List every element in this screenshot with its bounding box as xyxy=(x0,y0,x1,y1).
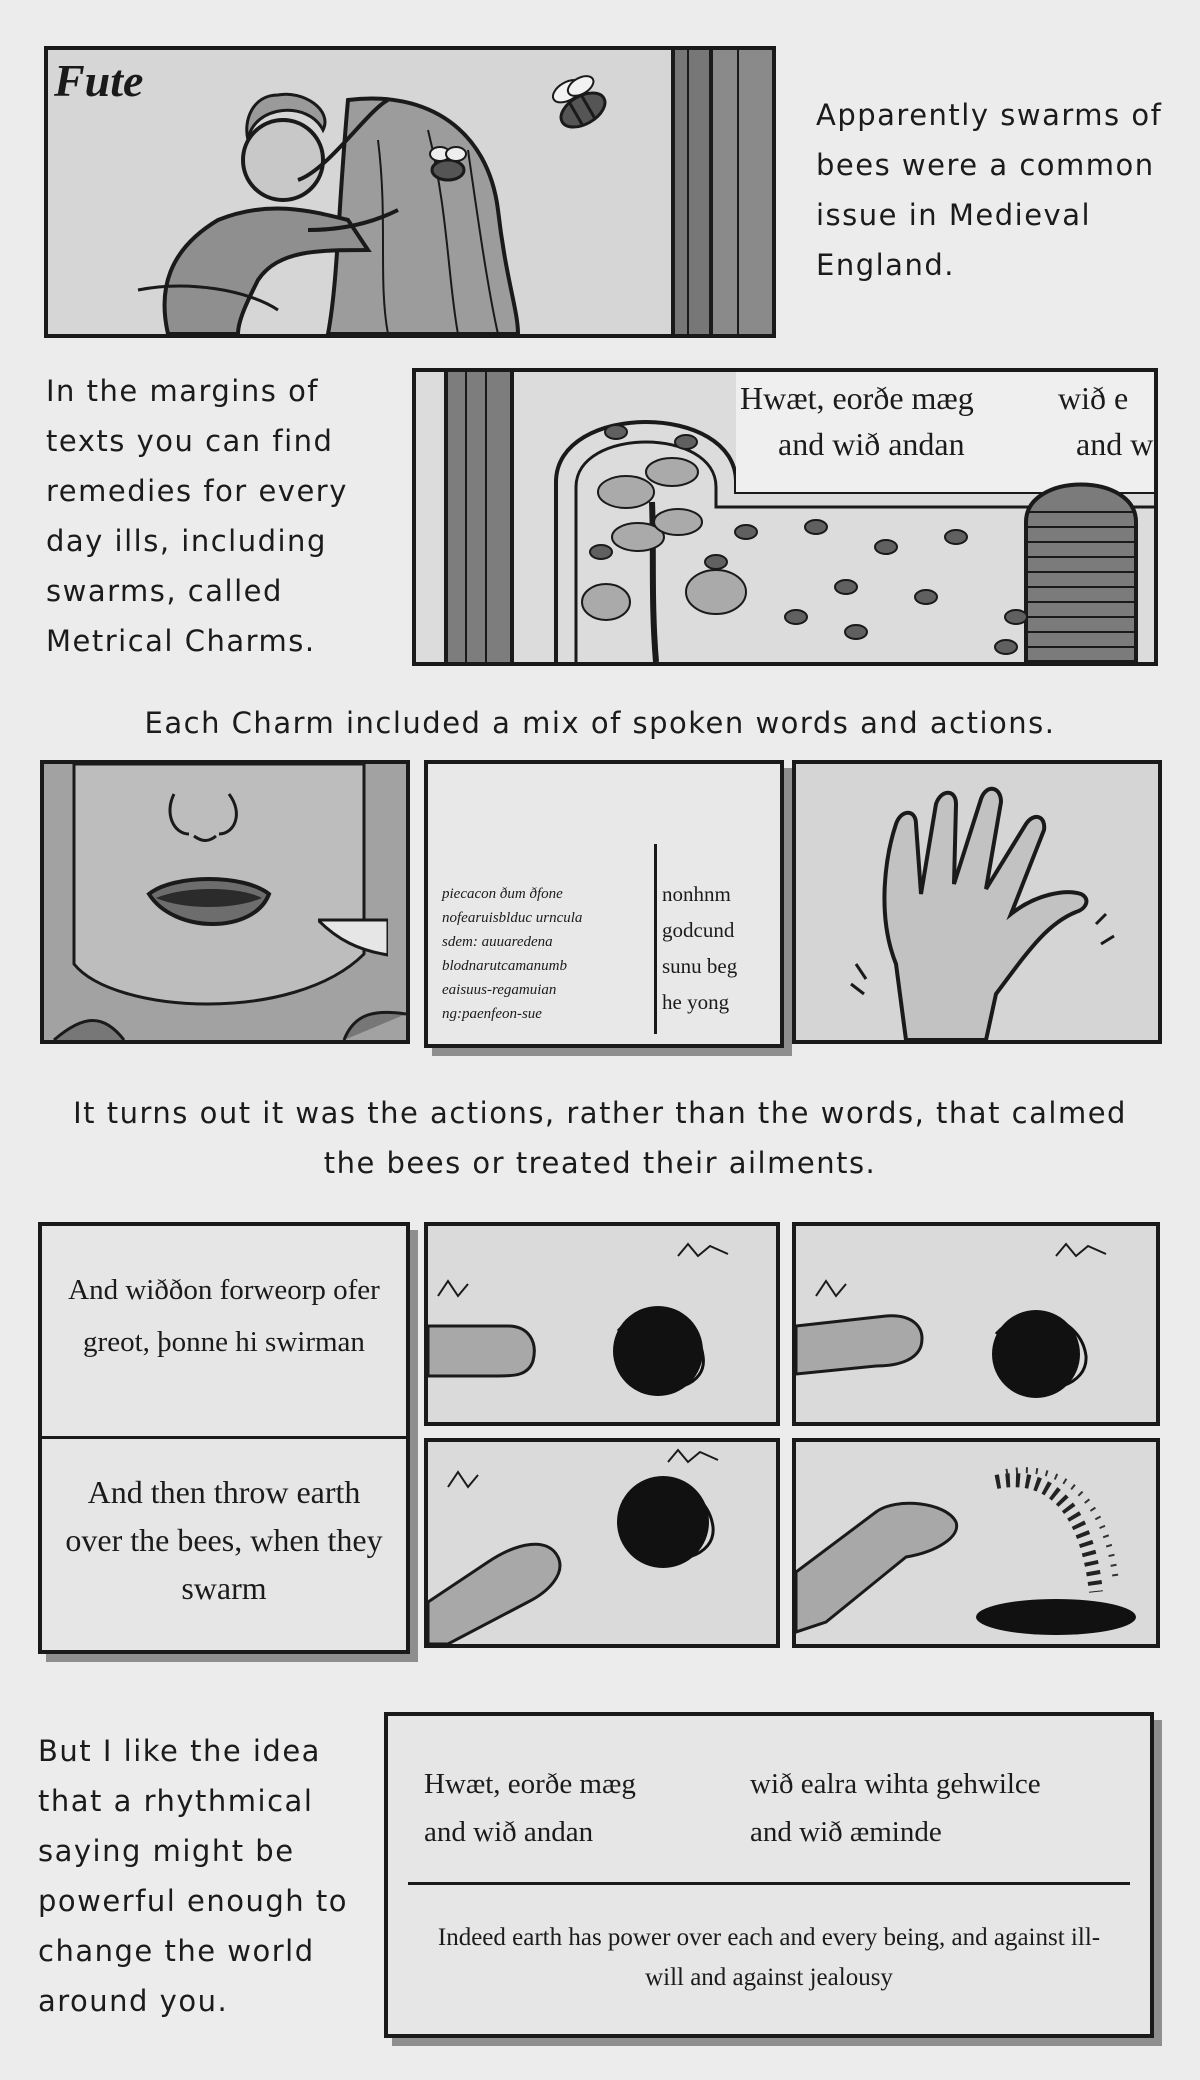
manuscript-line: he yong xyxy=(662,990,730,1014)
instruction-divider xyxy=(42,1436,406,1439)
charm-divider xyxy=(408,1882,1130,1885)
charm-line2b: and wið æminde xyxy=(750,1816,942,1848)
charm-line1a: Hwæt, eorðe mæg xyxy=(424,1768,636,1800)
hand-holding-earth-illustration xyxy=(428,1442,776,1644)
throw-step-3-panel xyxy=(424,1438,780,1648)
modern-instruction: And then throw earth over the bees, when they swarm xyxy=(65,1474,383,1606)
manuscript-line: sunu beg xyxy=(662,954,738,978)
fist-near-swarm-illustration xyxy=(428,1226,776,1422)
waving-hand-panel xyxy=(792,760,1162,1044)
intro-text: Apparently swarms of bees were a common issue in Medieval England. xyxy=(816,98,1163,282)
speech-tail xyxy=(318,910,388,970)
charm-line2a: and wið andan xyxy=(424,1816,594,1848)
throw-step-2-panel xyxy=(792,1222,1160,1426)
beehive-inscription-line1a: Hwæt, eorðe mæg xyxy=(740,380,974,416)
monk-with-bees-illustration xyxy=(48,50,772,334)
charm-scroll xyxy=(384,1712,1154,2038)
manuscript-line: nofearuisblduc urncula xyxy=(442,910,583,926)
manuscript-line: piecacon ðum ðfone xyxy=(442,886,563,902)
manuscript-line: nonhnm xyxy=(662,882,731,906)
mouth-panel xyxy=(40,760,410,1044)
waving-hand-illustration xyxy=(796,764,1158,1040)
throw-step-4-panel xyxy=(792,1438,1160,1648)
manuscript-line: eaisuus-regamuian xyxy=(442,982,557,998)
earth-thrown-over-bees-illustration xyxy=(796,1442,1156,1644)
closing-text: But I like the idea that a rhythmical saying might be powerful enough to change the world around you. xyxy=(38,1734,348,2018)
speaking-mouth-illustration xyxy=(44,764,406,1040)
beehive-inscription-line2b: and w xyxy=(1076,426,1154,462)
charm-line1b: wið ealra wihta gehwilce xyxy=(750,1768,1041,1800)
manuscript-line: ng:paenfeon-sue xyxy=(442,1006,542,1022)
charm-caption: Each Charm included a mix of spoken words and actions. xyxy=(144,706,1056,740)
actions-caption: It turns out it was the actions, rather than the words, that calmed the bees or treated their ailments. xyxy=(73,1096,1127,1180)
beehive-inscription-line1b: wið e xyxy=(1058,380,1129,416)
manuscript-column-divider xyxy=(654,844,657,1034)
margins-text: In the margins of texts you can find remedies for every day ills, including swarms, called Metrical Charms. xyxy=(46,374,348,658)
manuscript-line: sdem: auuaredena xyxy=(442,934,553,950)
manuscript-line: godcund xyxy=(662,918,735,942)
old-english-instruction: And wiððon forweorp ofer greot, þonne hi swirman xyxy=(68,1274,380,1358)
hand-grabbing-earth-illustration xyxy=(796,1226,1156,1422)
charm-translation: Indeed earth has power over each and every being, and against ill- will and against jealousy xyxy=(437,1924,1101,1991)
monk-bee-panel xyxy=(44,46,776,338)
beehive-inscription-line2a: and wið andan xyxy=(778,426,965,462)
manuscript-left-column xyxy=(442,882,652,1026)
instruction-scroll xyxy=(38,1222,410,1654)
manuscript-fragment xyxy=(424,760,784,1048)
manuscript-line: blodnarutcamanumb xyxy=(442,958,567,974)
manuscript-initial: Fute xyxy=(54,55,144,106)
manuscript-right-column xyxy=(662,876,784,1020)
throw-step-1-panel xyxy=(424,1222,780,1426)
beehive-panel xyxy=(412,368,1158,666)
